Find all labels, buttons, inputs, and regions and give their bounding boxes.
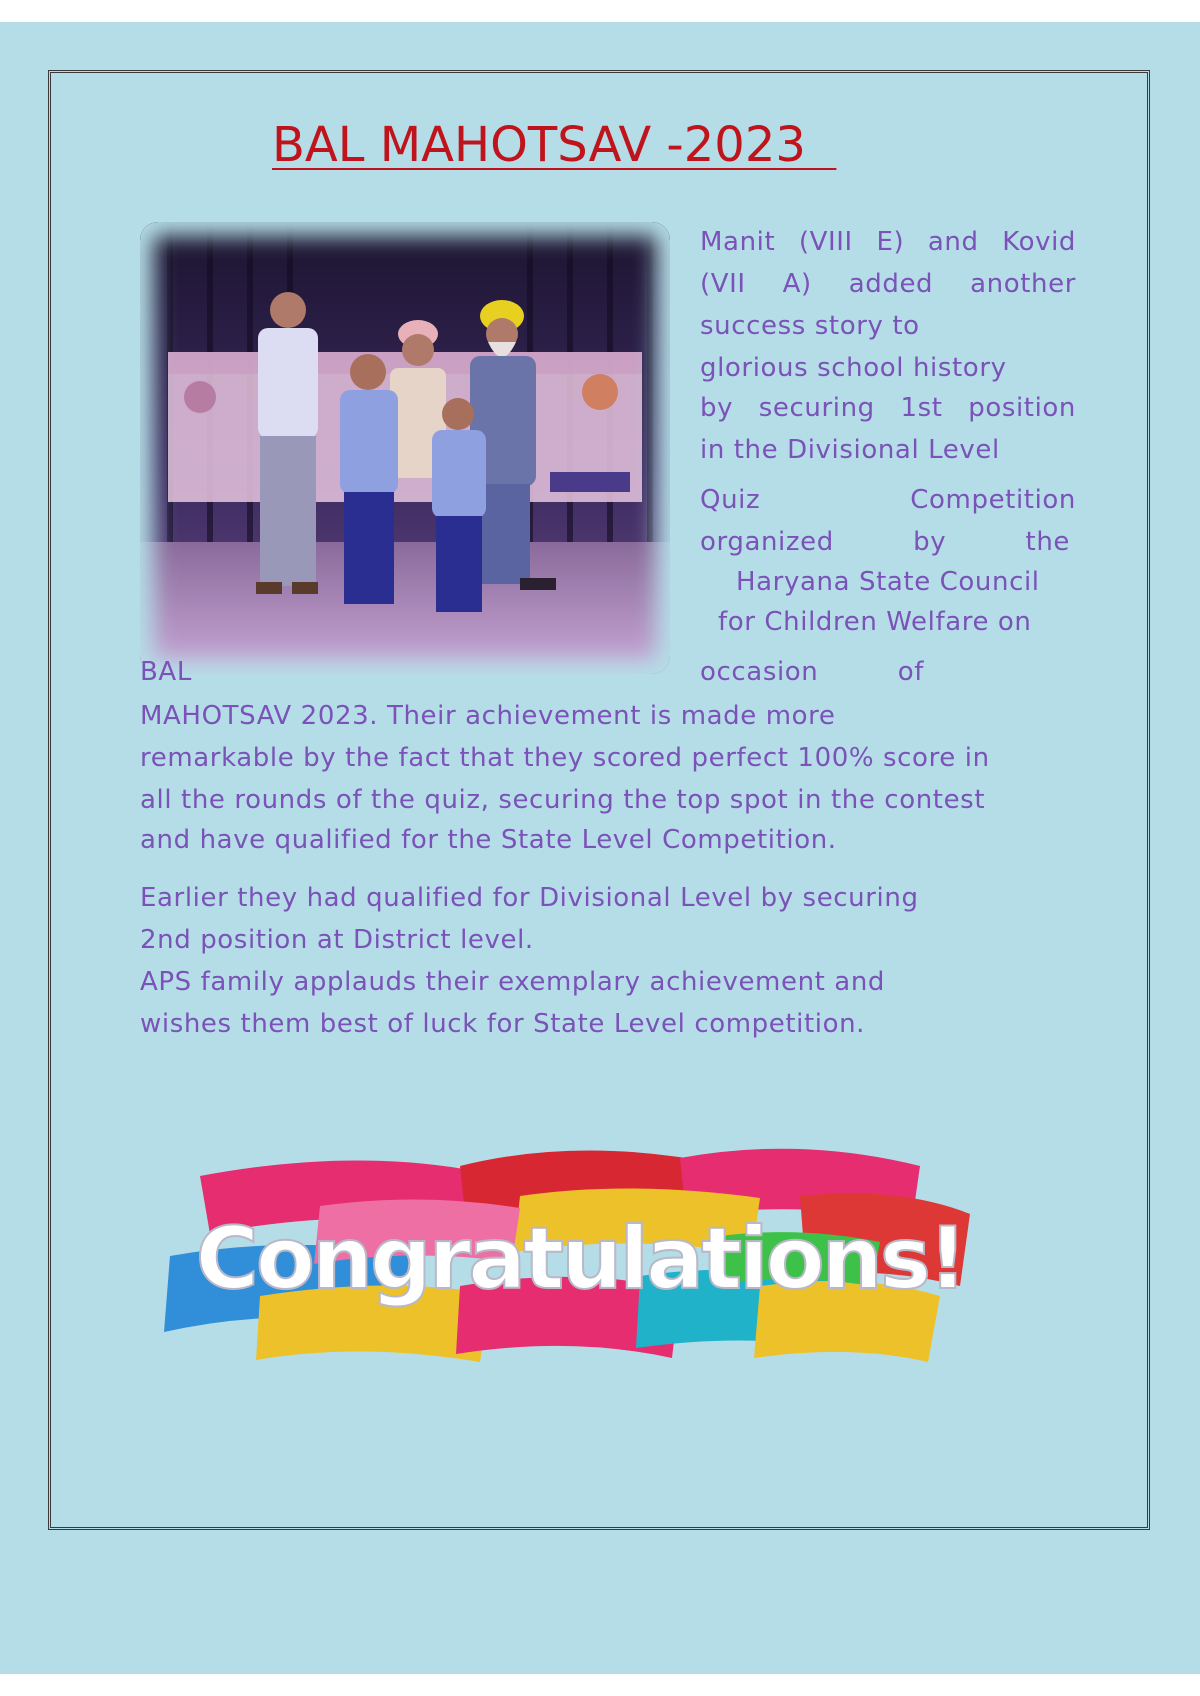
text-line: Earlier they had qualified for Divisional Level by securing [140,883,919,913]
text-line: and have qualified for the State Level Competition. [140,825,837,855]
text-line: MAHOTSAV 2023. Their achievement is made more [140,701,836,731]
text-line: remarkable by the fact that they scored perfect 100% score in [140,743,990,773]
text-line: 2nd position at District level. [140,925,534,955]
award-ceremony-photo [140,222,670,674]
text-line: Manit (VIII E) and Kovid [700,227,1076,257]
text-line: glorious school history [700,353,1007,383]
congratulations-banner [160,1136,1000,1376]
text-line: organized by the [700,527,1070,557]
text-line: Quiz Competition [700,485,1076,515]
text-line: occasion of [700,657,924,687]
congratulations-text: Congratulations! [195,1209,965,1309]
page-title: BAL MAHOTSAV -2023 [272,117,837,173]
text-line: BAL [140,657,192,687]
text-line: all the rounds of the quiz, securing the top spot in the contest [140,785,986,815]
text-line: APS family applauds their exemplary achievement and [140,967,886,997]
text-line: wishes them best of luck for State Level competition. [140,1009,866,1039]
text-line: in the Divisional Level [700,435,1000,465]
text-line: (VII A) added another [700,269,1076,299]
text-line: for Children Welfare on [718,607,1032,637]
text-line: success story to [700,311,920,341]
text-line: Haryana State Council [736,567,1040,597]
text-line: by securing 1st position [700,393,1076,423]
